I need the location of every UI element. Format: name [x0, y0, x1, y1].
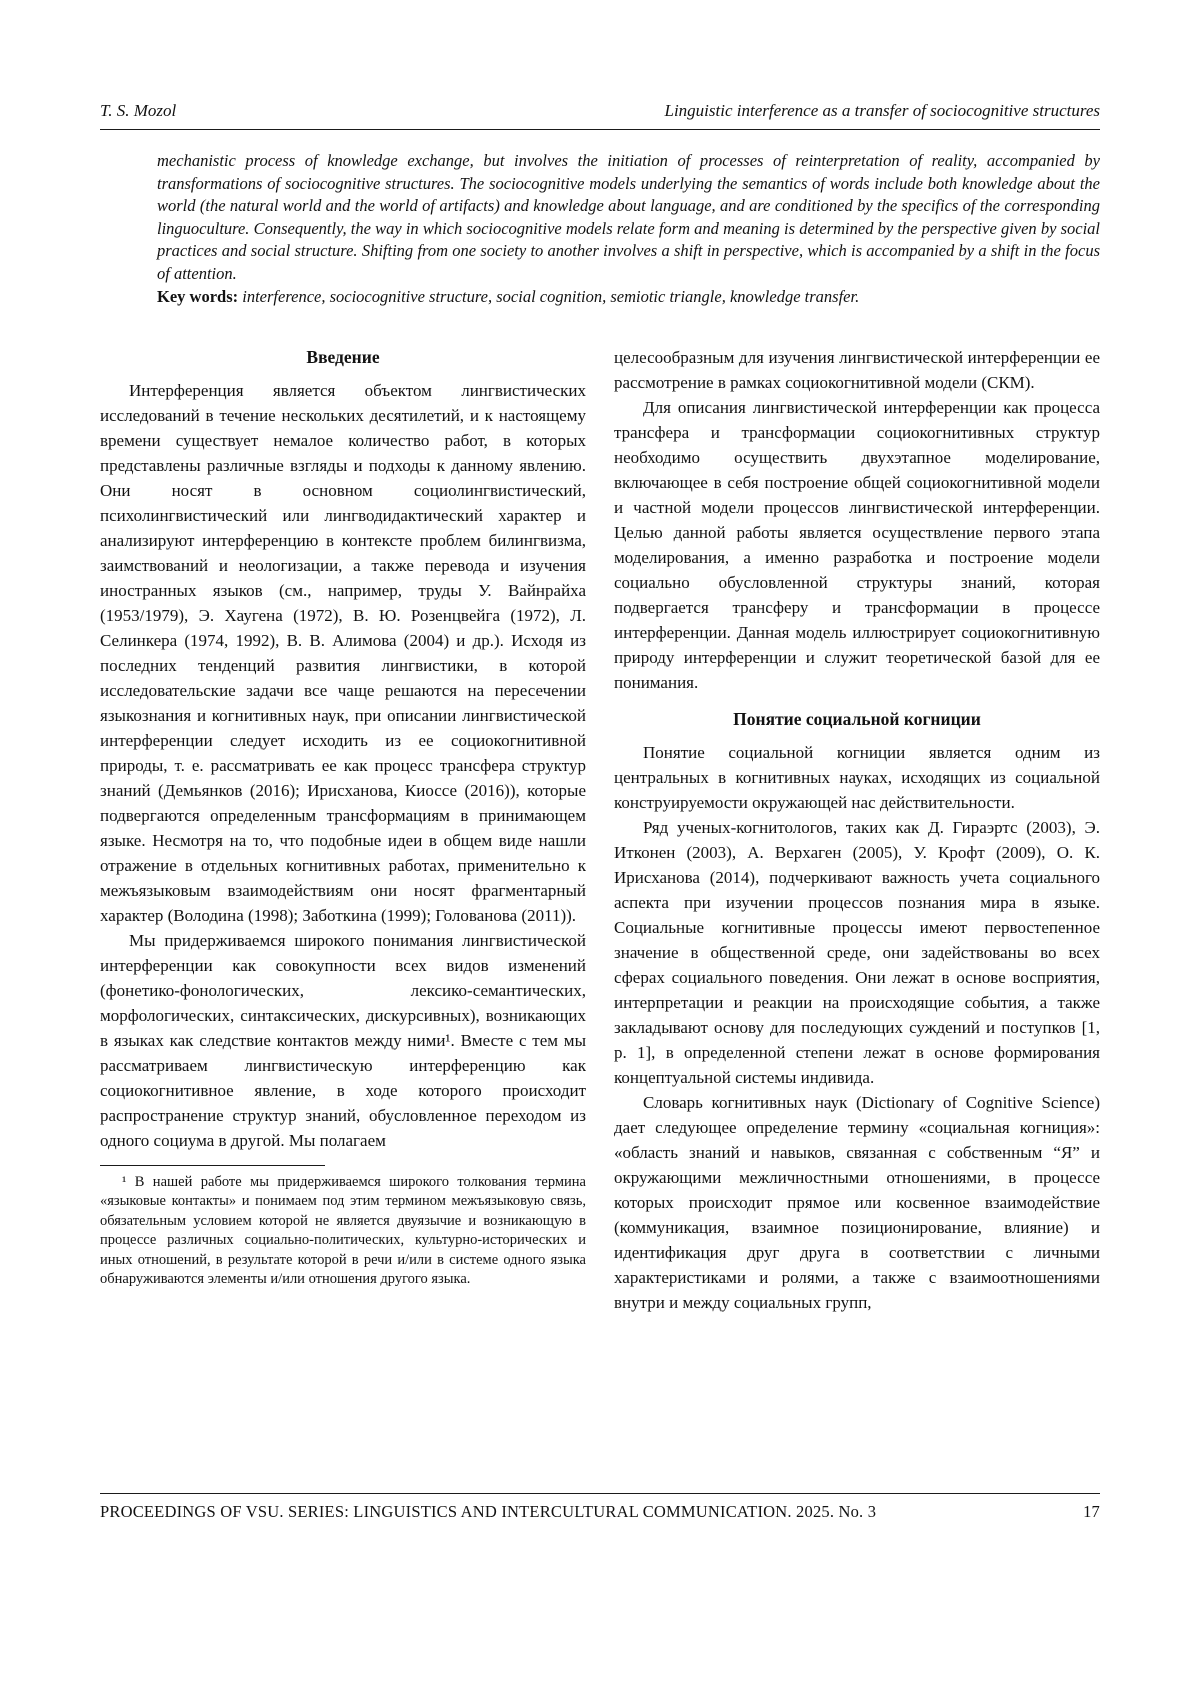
paragraph: Ряд ученых-когнитологов, таких как Д. Гираэртс (2003), Э. Итконен (2003), А. Верхаген (2005), У. Крофт (2009), О. К. Ирисханова (2014), подчеркивают важность учета социального аспекта при изучении процессов познания мира в языке. Социальные когнитивные процессы имеют первостепенное значение в общественной среде, они задействованы во всех сферах социального поведения. Они лежат в основе восприятия, интерпретации и реакции на происходящие события, а также закладывают основу для последующих суждений и поступков [1, p. 1], в определенной степени лежат в основе формирования концептуальной системы индивида. — [614, 817, 1100, 1087]
page-header — [100, 100, 1100, 122]
paragraph: Словарь когнитивных наук (Dictionary of Cognitive Science) дает следующее определение термину «социальная когниция»: «область знаний и навыков, связанная с собственным “Я” и окружающими межличностными отношениями, в процессе которых происходит прямое или косвенное взаимодействие (коммуникация, взаимное позиционирование, влияние) и идентификация друг друга в соответствии с личными характеристиками и ролями, а также с взаимоотношениями внутри и между социальных групп, — [614, 1092, 1100, 1312]
footer-text: PROCEEDINGS OF VSU. SERIES: LINGUISTICS AND INTERCULTURAL COMMUNICATION. 2025. No. 3 — [100, 1502, 877, 1521]
footnote: ¹ В нашей работе мы придерживаемся широкого толкования термина «языковые контакты» и понимаем под этим термином межъязыковую связь, обязательным условием которой не является двуязычие и возникающую в процессе различных социально-политических, культурно-исторических и иных отношений, в результате которой в речи и/или в системе одного языка обнаруживаются элементы и/или отношения другого языка. — [100, 1173, 586, 1287]
keywords-line — [157, 286, 1100, 309]
header-rule — [100, 129, 1100, 130]
paragraph: целесообразным для изучения лингвистической интерференции ее рассмотрение в рамках социокогнитивной модели (СКМ). — [614, 347, 1100, 392]
keywords-label: Key words: — [157, 287, 239, 306]
paragraph: Понятие социальной когниции является одним из центральных в когнитивных науках, исходящих из социальной конструируемости окружающей нас действительности. — [614, 742, 1100, 812]
paragraph: Для описания лингвистической интерференции как процесса трансфера и трансформации социокогнитивных структур необходимо осуществить двухэтапное моделирование, включающее в себя построение общей социокогнитивной модели и частной модели процессов лингвистической интерференции. Целью данной работы является осуществление первого этапа моделирования, а именно разработка и построение модели социально обусловленной структуры знаний, которая подвергается трансферу и трансформации в процессе интерференции. Данная модель иллюстрирует социокогнитивную природу интерференции и служит теоретической базой для ее понимания. — [614, 397, 1100, 692]
running-title: Linguistic interference as a transfer of sociocognitive structures — [664, 101, 1100, 120]
paragraph: Мы придерживаемся широкого понимания лингвистической интерференции как совокупности всех видов изменений (фонетико-фонологических, лексико-семантических, морфологических, синтаксических, дискурсивных), возникающих в языках как следствие контактов между ними¹. Вместе с тем мы рассматриваем лингвистическую интерференцию как социокогнитивное явление, в ходе которого происходит распространение структур знаний, обусловленное переходом из одного социума в другой. Мы полагаем — [100, 930, 586, 1150]
abstract-section — [157, 150, 1100, 309]
footer-line — [100, 1502, 1100, 1522]
left-column — [100, 345, 586, 1315]
page-number: 17 — [1083, 1502, 1100, 1521]
footnote-separator — [100, 1165, 325, 1166]
abstract-text: mechanistic process of knowledge exchange, but involves the initiation of processes of reinterpretation of reality, accompanied by transformations of sociocognitive structures. The sociocognitive models underlying the semantics of words include both knowledge about the world (the natural world and the world of artifacts) and knowledge about language, and are conditioned by the specifics of the corresponding linguoculture. Consequently, the way in which sociocognitive models relate form and meaning is determined by the perspective given by social practices and social structure. Shifting from one society to another involves a shift in perspective, which is accompanied by a shift in the focus of attention. — [157, 151, 1100, 283]
page-footer — [100, 1493, 1100, 1522]
paragraph: Интерференция является объектом лингвистических исследований в течение нескольких десятилетий, и к настоящему времени существует немалое количество работ, в которых представлены различные взгляды и подходы к данному явлению. Они носят в основном социолингвистический, психолингвистический или лингводидактический характер и анализируют интерференцию в контексте проблем билингвизма, заимствований и неологизации, а также перевода и изучения иностранных языков (см., например, труды У. Вайнрайха (1953/1979), Э. Хаугена (1972), В. Ю. Розенцвейга (1972), Л. Селинкера (1974, 1992), В. В. Алимова (2004) и др.). Исходя из последних тенденций развития лингвистики, в которой исследовательские задачи все чаще решаются на пересечении языкознания и когнитивных наук, при описании лингвистической интерференции следует исходить из ее социокогнитивной природы, т. е. рассматривать ее как процесс трансфера структур знаний (Демьянков (2016); Ирисханова, Киоссе (2016)), которые подвергаются определенным трансформациям в принимающем языке. Несмотря на то, что подобные идеи в общем виде нашли отражение в отдельных когнитивных работах, применительно к межъязыковым взаимодействиям они носят фрагментарный характер (Володина (1998); Заботкина (1999); Голованова (2011)). — [100, 380, 586, 925]
section-heading-introduction: Введение — [306, 346, 380, 367]
keywords-text: interference, sociocognitive structure, social cognition, semiotic triangle, knowledge transfer. — [242, 287, 860, 306]
author-name: T. S. Mozol — [100, 101, 177, 120]
section-heading-social-cognition: Понятие социальной когниции — [733, 708, 981, 729]
two-column-body — [100, 345, 1100, 1315]
footer-rule — [100, 1493, 1100, 1494]
right-column — [614, 345, 1100, 1315]
